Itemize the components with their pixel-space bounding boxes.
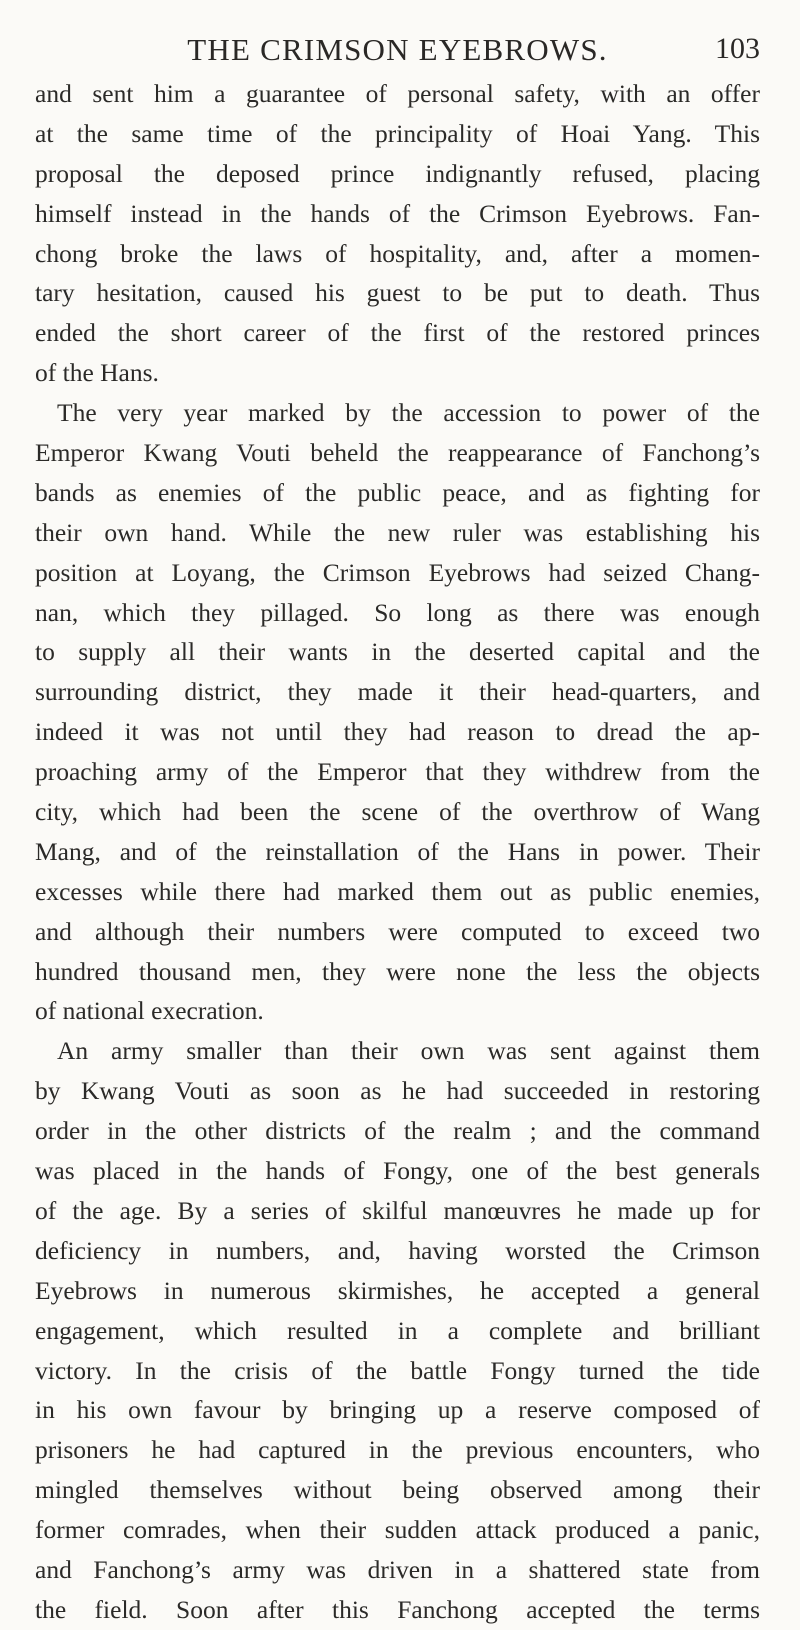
text-line: surrounding district, they made it their head-quarters, and [35, 677, 760, 707]
text-line: was placed in the hands of Fongy, one of the best generals [35, 1156, 760, 1186]
text-line: of the age. By a series of skilful manœuvres he made up for [35, 1195, 760, 1225]
text-line: to supply all their wants in the deserted capital and the [35, 637, 760, 667]
text-line: The very year marked by the accession to power of the [57, 398, 760, 428]
text-line: and although their numbers were computed to exceed two [35, 916, 760, 946]
text-line: former comrades, when their sudden attack produced a panic, [35, 1515, 760, 1545]
text-line: and Fanchong’s army was driven in a shattered state from [35, 1554, 760, 1584]
text-line: hundred thousand men, they were none the less the objects [35, 956, 760, 986]
text-line: Mang, and of the reinstallation of the Hans in power. Their [35, 836, 760, 866]
text-line: An army smaller than their own was sent against them [57, 1036, 760, 1066]
text-line: the field. Soon after this Fanchong accepted the terms [35, 1594, 760, 1624]
text-line: position at Loyang, the Crimson Eyebrows had seized Chang- [35, 557, 760, 587]
text-line: proaching army of the Emperor that they withdrew from the [35, 757, 760, 787]
page-header [35, 22, 760, 72]
text-line: proposal the deposed prince indignantly refused, placing [35, 158, 760, 188]
text-line: their own hand. While the new ruler was establishing his [35, 517, 760, 547]
text-line: of the Hans. [35, 358, 159, 388]
text-line: prisoners he had captured in the previous encounters, who [35, 1435, 760, 1465]
text-line: himself instead in the hands of the Crimson Eyebrows. Fan- [35, 198, 760, 228]
running-title: THE CRIMSON EYEBROWS. [187, 32, 608, 67]
page-number: 103 [715, 32, 760, 65]
body-text [35, 74, 760, 1630]
text-line: indeed it was not until they had reason to dread the ap- [35, 717, 760, 747]
text-line: chong broke the laws of hospitality, and, after a momen- [35, 238, 760, 268]
text-line: Emperor Kwang Vouti beheld the reappearance of Fanchong’s [35, 438, 760, 468]
text-line: order in the other districts of the realm ; and the command [35, 1116, 760, 1146]
text-line: of national execration. [35, 996, 264, 1026]
text-line: ended the short career of the first of the restored princes [35, 318, 760, 348]
text-line: victory. In the crisis of the battle Fongy turned the tide [35, 1355, 760, 1385]
text-line: and sent him a guarantee of personal safety, with an offer [35, 79, 760, 108]
text-line: at the same time of the principality of Hoai Yang. This [35, 118, 760, 148]
text-line: engagement, which resulted in a complete and brilliant [35, 1315, 760, 1345]
text-line: mingled themselves without being observed among their [35, 1475, 760, 1505]
text-line: nan, which they pillaged. So long as there was enough [35, 597, 760, 627]
text-line: by Kwang Vouti as soon as he had succeeded in restoring [35, 1076, 760, 1106]
text-line: deficiency in numbers, and, having worsted the Crimson [35, 1235, 760, 1265]
text-line: in his own favour by bringing up a reserve composed of [35, 1395, 760, 1425]
text-line: tary hesitation, caused his guest to be put to death. Thus [35, 278, 760, 308]
text-line: Eyebrows in numerous skirmishes, he accepted a general [35, 1275, 760, 1305]
text-line: excesses while there had marked them out as public enemies, [35, 876, 760, 906]
text-line: bands as enemies of the public peace, and as fighting for [35, 477, 760, 507]
text-line: city, which had been the scene of the overthrow of Wang [35, 797, 760, 827]
